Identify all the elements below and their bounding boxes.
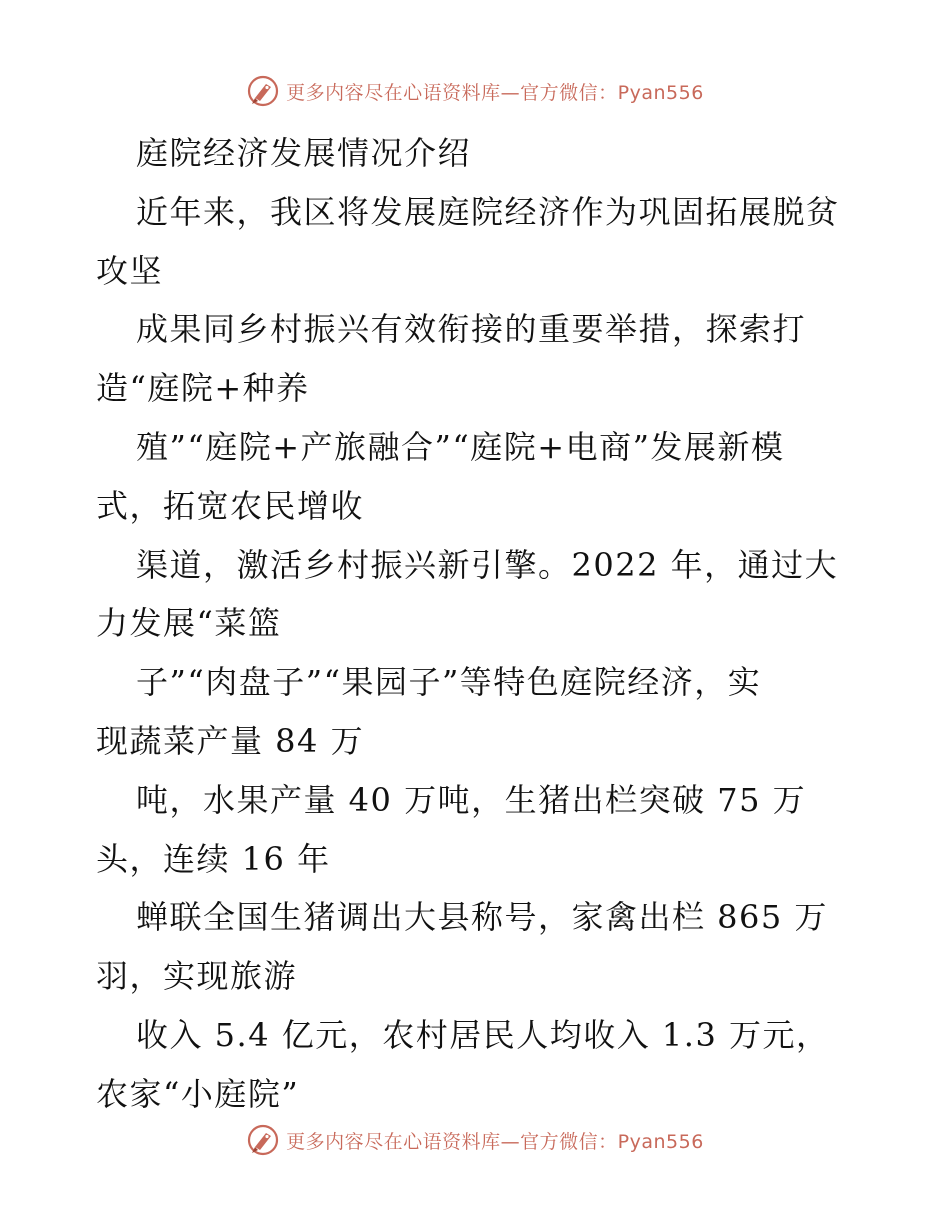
pen-nib-logo-icon (246, 1123, 280, 1157)
paragraph-line: 攻坚 (96, 251, 164, 290)
paragraph-line: 渠道，激活乡村振兴新引擎。2022 年，通过大 (136, 545, 839, 584)
footer-banner-text: 更多内容尽在心语资料库—官方微信：Pyan556 (286, 1130, 704, 1153)
pen-nib-logo-icon (246, 74, 280, 108)
paragraph-line: 羽，实现旅游 (96, 957, 298, 996)
paragraph-line: 近年来，我区将发展庭院经济作为巩固拓展脱贫 (136, 192, 840, 231)
paragraph-line: 收入 5.4 亿元，农村居民人均收入 1.3 万元， (136, 1015, 830, 1054)
paragraph-line: 殖”“庭院+产旅融合”“庭院+电商”发展新模 (136, 427, 785, 466)
document-title: 庭院经济发展情况介绍 (136, 134, 472, 172)
paragraph-line: 式，拓宽农民增收 (96, 486, 365, 525)
paragraph-line: 头，连续 16 年 (96, 839, 331, 878)
paragraph-line: 现蔬菜产量 84 万 (96, 721, 365, 760)
paragraph-line: 成果同乡村振兴有效衔接的重要举措，探索打 (136, 310, 807, 349)
document-body (96, 124, 866, 1124)
paragraph-line: 蝉联全国生猪调出大县称号，家禽出栏 865 万 (136, 898, 828, 937)
header-banner (0, 71, 950, 111)
paragraph-line: 力发展“菜篮 (96, 604, 282, 643)
footer-banner (0, 1120, 950, 1160)
paragraph-line: 农家“小庭院” (96, 1074, 300, 1113)
paragraph-line: 子”“肉盘子”“果园子”等特色庭院经济，实 (136, 663, 762, 702)
header-banner-text: 更多内容尽在心语资料库—官方微信：Pyan556 (286, 81, 704, 104)
paragraph-line: 吨，水果产量 40 万吨，生猪出栏突破 75 万 (136, 780, 807, 819)
paragraph-line: 造“庭院+种养 (96, 369, 310, 408)
